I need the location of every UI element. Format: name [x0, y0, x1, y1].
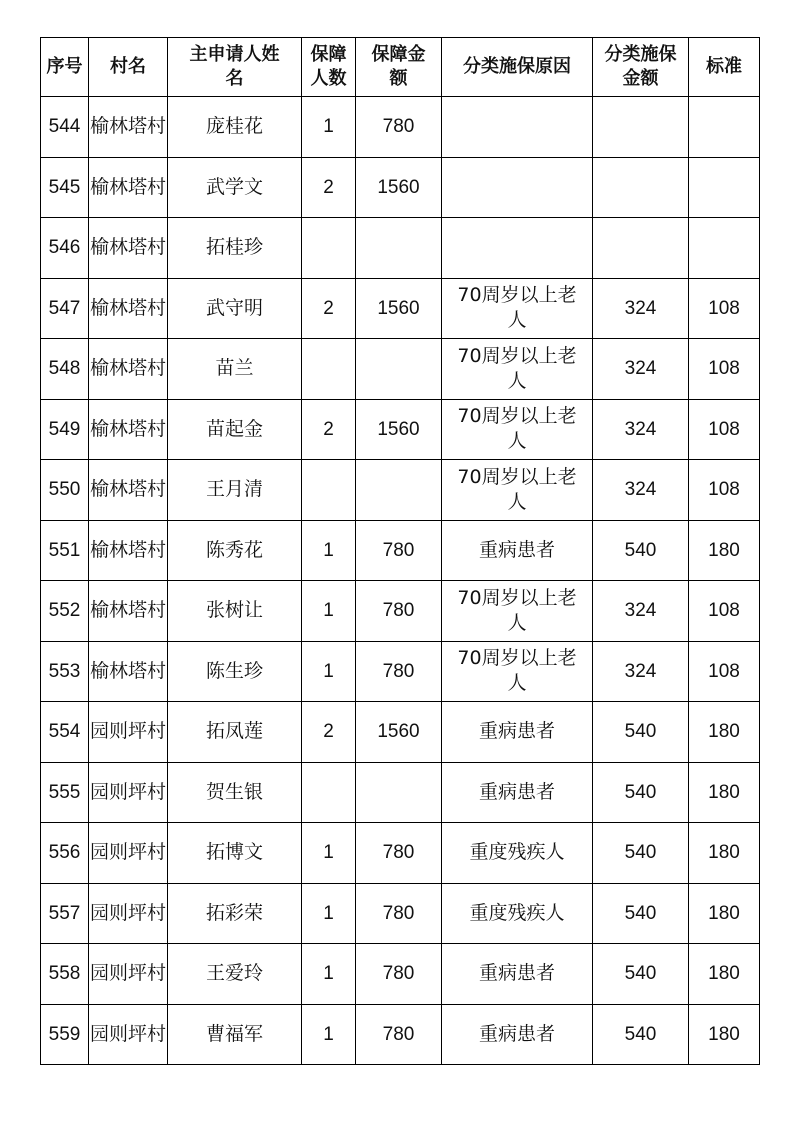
table-row	[41, 157, 760, 218]
cell-people: 2	[302, 702, 356, 763]
cell-seq: 555	[41, 762, 89, 823]
cell-people	[302, 339, 356, 400]
cell-seq: 544	[41, 97, 89, 158]
cell-people	[302, 762, 356, 823]
header-reason: 分类施保原因	[442, 38, 593, 97]
cell-class-amount: 324	[593, 399, 689, 460]
cell-village: 榆林塔村	[89, 581, 168, 642]
cell-amount: 780	[356, 641, 442, 702]
cell-village: 园则坪村	[89, 702, 168, 763]
cell-people: 1	[302, 520, 356, 581]
header-village: 村名	[89, 38, 168, 97]
cell-standard: 180	[689, 883, 760, 944]
cell-class-amount	[593, 218, 689, 279]
cell-applicant: 王爱玲	[168, 944, 302, 1005]
cell-class-amount: 324	[593, 339, 689, 400]
table-row	[41, 702, 760, 763]
cell-class-amount: 324	[593, 641, 689, 702]
cell-standard: 180	[689, 520, 760, 581]
cell-reason: 70周岁以上老人	[442, 641, 593, 702]
cell-standard: 108	[689, 641, 760, 702]
cell-class-amount: 324	[593, 460, 689, 521]
cell-reason: 70周岁以上老人	[442, 339, 593, 400]
cell-class-amount: 540	[593, 762, 689, 823]
cell-seq: 550	[41, 460, 89, 521]
cell-applicant: 拓凤莲	[168, 702, 302, 763]
cell-applicant: 王月清	[168, 460, 302, 521]
table-row	[41, 97, 760, 158]
cell-seq: 548	[41, 339, 89, 400]
header-standard: 标准	[689, 38, 760, 97]
table-row	[41, 520, 760, 581]
cell-seq: 545	[41, 157, 89, 218]
cell-applicant: 苗起金	[168, 399, 302, 460]
cell-amount: 780	[356, 823, 442, 884]
cell-seq: 553	[41, 641, 89, 702]
cell-standard: 108	[689, 278, 760, 339]
cell-standard: 180	[689, 1004, 760, 1065]
header-people: 保障人数	[302, 38, 356, 97]
cell-reason	[442, 157, 593, 218]
cell-class-amount: 540	[593, 823, 689, 884]
cell-reason: 重病患者	[442, 702, 593, 763]
cell-amount	[356, 762, 442, 823]
cell-village: 榆林塔村	[89, 399, 168, 460]
cell-village: 榆林塔村	[89, 278, 168, 339]
cell-village: 榆林塔村	[89, 97, 168, 158]
cell-people: 1	[302, 581, 356, 642]
cell-amount: 780	[356, 581, 442, 642]
cell-people: 2	[302, 278, 356, 339]
cell-amount	[356, 339, 442, 400]
cell-amount: 780	[356, 97, 442, 158]
header-seq: 序号	[41, 38, 89, 97]
cell-reason: 重病患者	[442, 944, 593, 1005]
cell-amount	[356, 218, 442, 279]
cell-seq: 552	[41, 581, 89, 642]
cell-class-amount: 324	[593, 278, 689, 339]
cell-amount: 1560	[356, 702, 442, 763]
cell-amount: 1560	[356, 399, 442, 460]
cell-village: 园则坪村	[89, 944, 168, 1005]
cell-applicant: 贺生银	[168, 762, 302, 823]
cell-village: 园则坪村	[89, 883, 168, 944]
table-row	[41, 218, 760, 279]
cell-people	[302, 460, 356, 521]
cell-people: 1	[302, 944, 356, 1005]
cell-applicant: 拓博文	[168, 823, 302, 884]
table-header	[41, 38, 760, 97]
cell-applicant: 苗兰	[168, 339, 302, 400]
cell-standard: 108	[689, 339, 760, 400]
cell-seq: 556	[41, 823, 89, 884]
cell-reason: 重病患者	[442, 1004, 593, 1065]
header-applicant: 主申请人姓名	[168, 38, 302, 97]
table-row	[41, 278, 760, 339]
cell-reason: 70周岁以上老人	[442, 581, 593, 642]
cell-standard: 108	[689, 581, 760, 642]
cell-people: 1	[302, 97, 356, 158]
cell-reason: 70周岁以上老人	[442, 460, 593, 521]
header-row	[41, 38, 760, 97]
cell-village: 榆林塔村	[89, 157, 168, 218]
cell-people: 1	[302, 1004, 356, 1065]
cell-people: 2	[302, 157, 356, 218]
cell-standard	[689, 157, 760, 218]
cell-village: 园则坪村	[89, 1004, 168, 1065]
cell-village: 园则坪村	[89, 762, 168, 823]
cell-applicant: 曹福军	[168, 1004, 302, 1065]
cell-village: 榆林塔村	[89, 218, 168, 279]
cell-applicant: 张树让	[168, 581, 302, 642]
cell-class-amount: 540	[593, 944, 689, 1005]
cell-amount: 780	[356, 1004, 442, 1065]
table-row	[41, 883, 760, 944]
cell-applicant: 武学文	[168, 157, 302, 218]
cell-class-amount: 324	[593, 581, 689, 642]
cell-applicant: 庞桂花	[168, 97, 302, 158]
cell-reason	[442, 97, 593, 158]
cell-class-amount: 540	[593, 702, 689, 763]
cell-reason	[442, 218, 593, 279]
cell-reason: 重病患者	[442, 520, 593, 581]
cell-village: 榆林塔村	[89, 520, 168, 581]
cell-seq: 558	[41, 944, 89, 1005]
cell-applicant: 拓桂珍	[168, 218, 302, 279]
cell-people: 1	[302, 641, 356, 702]
cell-reason: 重度残疾人	[442, 883, 593, 944]
cell-amount	[356, 460, 442, 521]
cell-seq: 559	[41, 1004, 89, 1065]
cell-standard	[689, 218, 760, 279]
cell-people: 2	[302, 399, 356, 460]
table-row	[41, 460, 760, 521]
cell-village: 园则坪村	[89, 823, 168, 884]
cell-applicant: 武守明	[168, 278, 302, 339]
table-row	[41, 823, 760, 884]
header-class-amount: 分类施保金额	[593, 38, 689, 97]
cell-village: 榆林塔村	[89, 641, 168, 702]
cell-seq: 546	[41, 218, 89, 279]
table-row	[41, 944, 760, 1005]
cell-class-amount: 540	[593, 520, 689, 581]
cell-applicant: 陈生珍	[168, 641, 302, 702]
cell-people	[302, 218, 356, 279]
cell-standard	[689, 97, 760, 158]
cell-reason: 重度残疾人	[442, 823, 593, 884]
cell-people: 1	[302, 823, 356, 884]
cell-amount: 1560	[356, 278, 442, 339]
cell-reason: 重病患者	[442, 762, 593, 823]
cell-class-amount: 540	[593, 1004, 689, 1065]
cell-village: 榆林塔村	[89, 339, 168, 400]
cell-reason: 70周岁以上老人	[442, 399, 593, 460]
header-amount: 保障金额	[356, 38, 442, 97]
cell-applicant: 陈秀花	[168, 520, 302, 581]
cell-standard: 108	[689, 399, 760, 460]
assistance-table	[40, 37, 760, 1065]
table-row	[41, 762, 760, 823]
table-row	[41, 581, 760, 642]
table-row	[41, 399, 760, 460]
cell-applicant: 拓彩荣	[168, 883, 302, 944]
table-body	[41, 97, 760, 1065]
cell-amount: 1560	[356, 157, 442, 218]
cell-village: 榆林塔村	[89, 460, 168, 521]
table-row	[41, 339, 760, 400]
cell-seq: 554	[41, 702, 89, 763]
cell-class-amount	[593, 97, 689, 158]
cell-standard: 180	[689, 702, 760, 763]
cell-amount: 780	[356, 883, 442, 944]
cell-class-amount: 540	[593, 883, 689, 944]
cell-reason: 70周岁以上老人	[442, 278, 593, 339]
cell-standard: 180	[689, 823, 760, 884]
cell-amount: 780	[356, 944, 442, 1005]
cell-seq: 547	[41, 278, 89, 339]
cell-people: 1	[302, 883, 356, 944]
cell-seq: 557	[41, 883, 89, 944]
cell-class-amount	[593, 157, 689, 218]
cell-amount: 780	[356, 520, 442, 581]
table-row	[41, 641, 760, 702]
table-row	[41, 1004, 760, 1065]
cell-standard: 180	[689, 944, 760, 1005]
cell-seq: 551	[41, 520, 89, 581]
cell-seq: 549	[41, 399, 89, 460]
cell-standard: 108	[689, 460, 760, 521]
cell-standard: 180	[689, 762, 760, 823]
